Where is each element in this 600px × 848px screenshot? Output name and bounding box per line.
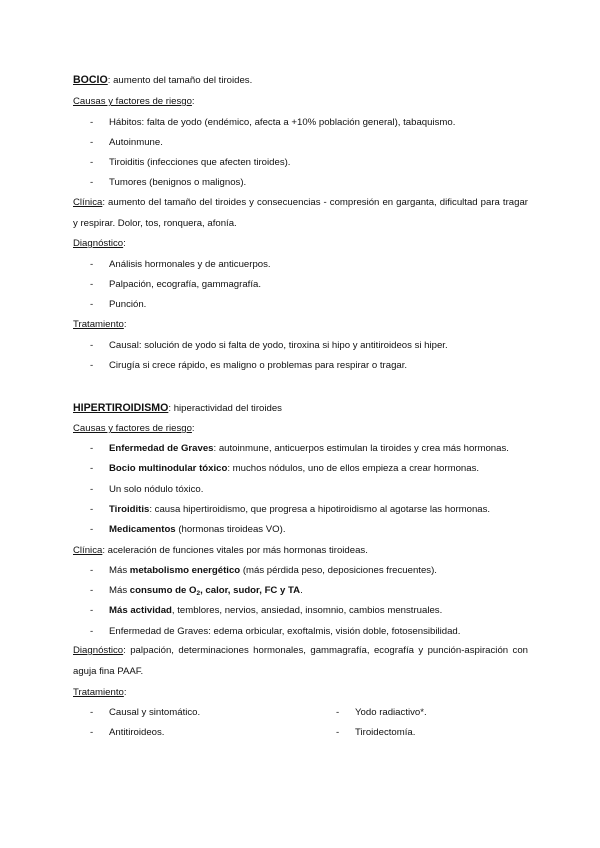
- hiper-tratamiento-item: - Causal y sintomático.: [90, 707, 201, 718]
- hiper-causas-label: Causas y factores de riesgo: [73, 423, 192, 434]
- bocio-tratamiento-label: Tratamiento: [73, 319, 124, 330]
- bocio-causa-item: - Tiroiditis (infecciones que afecten tiroides).: [90, 157, 291, 168]
- bocio-causa-item: - Hábitos: falta de yodo (endémico, afecta a +10% población general), tabaquismo.: [90, 117, 456, 128]
- bocio-diagnostico-label-line: Diagnóstico:: [73, 238, 126, 249]
- bocio-causas-label: Causas y factores de riesgo: [73, 96, 192, 107]
- bocio-clinica-label: Clínica: [73, 197, 103, 208]
- hiper-clinica-item: - Más consumo de $O_2$, calor, sudor, FC y TA.: [90, 585, 303, 597]
- hiper-tratamiento-item: - Antitiroideos.: [90, 727, 165, 738]
- hiper-tratamiento-label: Tratamiento: [73, 687, 124, 698]
- hiper-clinica-text: : aceleración de funciones vitales por más hormonas tiroideas.: [102, 545, 368, 556]
- hiper-clinica-item: - Más actividad, temblores, nervios, ansiedad, insomnio, cambios menstruales.: [90, 605, 443, 616]
- hiper-causa-item: - Un solo nódulo tóxico.: [90, 484, 204, 495]
- hiper-diagnostico-paragraph: [73, 641, 528, 682]
- bocio-diagnostico-item: - Palpación, ecografía, gammagrafía.: [90, 279, 261, 290]
- hiper-causa-item: - Enfermedad de Graves: autoinmune, anticuerpos estimulan la tiroides y crea más hormonas.: [90, 443, 509, 454]
- hiper-heading-line: [73, 402, 282, 415]
- hiper-definition: : hiperactividad del tiroides: [168, 403, 282, 414]
- hiper-clinica-item: - Más metabolismo energético (más pérdida peso, deposiciones frecuentes).: [90, 565, 437, 576]
- hiper-causa-item: - Medicamentos (hormonas tiroideas VO).: [90, 524, 286, 535]
- bocio-heading-line: [73, 74, 252, 87]
- hiper-clinica-label: Clínica: [73, 545, 103, 556]
- bocio-causas-label-line: Causas y factores de riesgo:: [73, 96, 195, 107]
- bocio-tratamiento-label-line: Tratamiento:: [73, 319, 127, 330]
- hiper-causa-item: - Bocio multinodular tóxico: muchos nódulos, uno de ellos empieza a crear hormonas.: [90, 463, 480, 474]
- bocio-tratamiento-item: - Causal: solución de yodo si falta de yodo, tiroxina si hipo y antitiroideos si hiper.: [90, 340, 448, 351]
- hiper-causas-label-line: Causas y factores de riesgo:: [73, 423, 195, 434]
- bocio-definition: : aumento del tamaño del tiroides.: [107, 75, 253, 86]
- bocio-tratamiento-item: - Cirugía si crece rápido, es maligno o problemas para respirar o tragar.: [90, 360, 408, 371]
- hiper-diagnostico-text: : palpación, determinaciones hormonales, gammagrafía, ecografía y punción-aspiración con aguja fina PAAF.: [73, 645, 528, 677]
- bocio-clinica-text: : aumento del tamaño del tiroides y consecuencias - compresión en garganta, dificultad para tragar y respirar. Dolor, tos, ronquera, afonía.: [73, 197, 528, 229]
- bocio-clinica-paragraph: [73, 193, 528, 234]
- bocio-causa-item: - Autoinmune.: [90, 137, 163, 148]
- hiper-clinica-line: [73, 545, 368, 557]
- hiper-tratamiento-label-line: Tratamiento:: [73, 687, 127, 698]
- hiper-tratamiento-item: - Yodo radiactivo*.: [336, 707, 427, 718]
- bocio-causa-item: - Tumores (benignos o malignos).: [90, 177, 247, 188]
- bocio-diagnostico-label: Diagnóstico: [73, 238, 124, 249]
- bocio-diagnostico-item: - Punción.: [90, 299, 147, 310]
- hiper-clinica-item: - Enfermedad de Graves: edema orbicular, exoftalmis, visión doble, fotosensibilidad.: [90, 626, 461, 637]
- hiper-causa-item: - Tiroiditis: causa hipertiroidismo, que progresa a hipotiroidismo al agotarse las hormonas.: [90, 504, 491, 515]
- hiper-title: HIPERTIROIDISMO: [73, 402, 169, 414]
- bocio-diagnostico-item: - Análisis hormonales y de anticuerpos.: [90, 259, 271, 270]
- hiper-tratamiento-item: - Tiroidectomía.: [336, 727, 416, 738]
- hiper-diagnostico-label: Diagnóstico: [73, 645, 124, 656]
- bocio-title: BOCIO: [73, 74, 108, 86]
